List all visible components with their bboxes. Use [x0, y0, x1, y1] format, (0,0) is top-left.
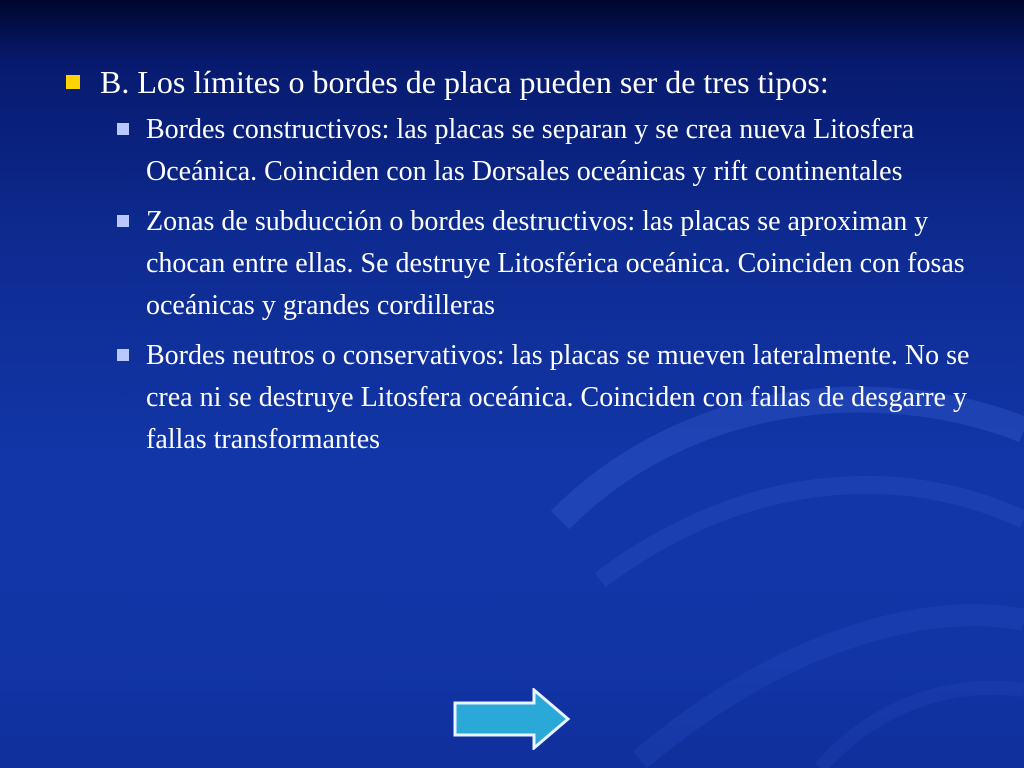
sub-bullet-text: Bordes neutros o conservativos: las placas se mueven lateralmente. No se crea ni se destruye Litosfera oceánica. Coinciden con fallas de desgarre y fallas transformantes — [146, 340, 970, 455]
sub-bullet-text: Bordes constructivos: las placas se separan y se crea nueva Litosfera Oceánica. Coinciden con las Dorsales oceánicas y rift continentales — [146, 114, 915, 187]
square-bullet-icon — [117, 123, 129, 135]
square-bullet-icon — [117, 349, 129, 361]
arrow-right-icon — [455, 690, 568, 748]
square-bullet-icon — [66, 75, 80, 89]
next-slide-arrow-button[interactable] — [452, 688, 572, 750]
main-bullet — [62, 60, 972, 105]
main-bullet-text: B. Los límites o bordes de placa pueden ser de tres tipos: — [100, 64, 829, 100]
sub-bullet-subduction — [62, 201, 972, 327]
sub-bullet-list — [62, 109, 972, 461]
sub-bullet-neutral — [62, 335, 972, 461]
square-bullet-icon — [117, 215, 129, 227]
slide-body — [62, 60, 972, 469]
sub-bullet-text: Zonas de subducción o bordes destructivos: las placas se aproximan y chocan entre ellas. Se destruye Litosférica oceánica. Coinciden con fosas oceánicas y grandes cordilleras — [146, 206, 965, 321]
sub-bullet-constructive — [62, 109, 972, 193]
